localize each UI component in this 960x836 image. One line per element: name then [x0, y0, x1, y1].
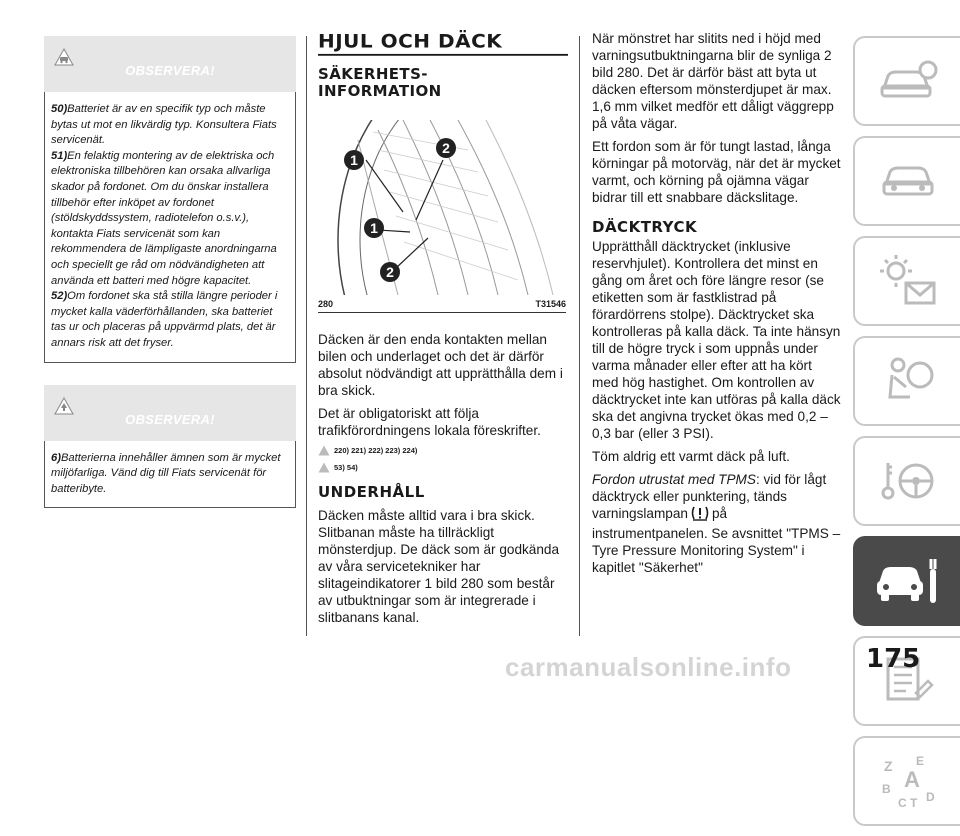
tpms-warning-light-icon — [690, 505, 710, 525]
callout-label: 2 — [442, 140, 450, 156]
notice-text: En felaktig montering av de elektriska och elektroniska tillbehören kan orsaka allvarliga skador på fordonet. Om du önskar installera tillbehör efter inköpet av fordonet (stöldskyddssystem, radiotelefon o.s.v.), kontakta Fiats servicenät som kan rekommendera de lämpligaste anordningarna och speciellt ge råd om nödvändigheten att använda ett batteri med högre kapacitet. — [51, 149, 277, 287]
tyre-tread-illustration — [318, 120, 558, 295]
tab-car-info[interactable] — [853, 36, 960, 126]
notice-body — [44, 92, 296, 363]
paragraph: När mönstret har slitits ned i höjd med varningsutbuktningarna blir de synliga 2 bild 280. Det är därför bäst att byta ut däcken eftersom mönsterdjupet är max. 1,6 mm vilket medför ett dåligt väggrepp på våta vägar. — [592, 31, 834, 131]
tyres-column — [318, 30, 568, 626]
car-warning-icon — [54, 48, 74, 66]
notice-ref: 52) — [51, 290, 68, 303]
alphabetical-index-icon — [876, 751, 940, 811]
notice-text: Batterierna innehåller ämnen som är mycket miljöfarliga. Vänd dig till Fiats servicenät för batteribyte. — [51, 451, 281, 495]
tyre-pressure-column — [592, 30, 842, 576]
column-divider — [579, 36, 580, 636]
body-text — [318, 331, 568, 439]
car-wrench-icon — [873, 553, 943, 609]
tyre-figure — [318, 120, 558, 295]
svg-text:D: D — [925, 790, 935, 804]
body-text — [592, 238, 842, 576]
tab-index[interactable] — [853, 736, 960, 826]
environment-references — [318, 462, 568, 473]
svg-text:B: B — [881, 782, 891, 796]
body-text — [592, 30, 842, 206]
italic-term: Fordon utrustat med TPMS — [592, 472, 756, 487]
warning-reference-text: 220) 221) 222) 223) 224) — [334, 446, 418, 455]
paragraph: Däcken är den enda kontakten mellan bilen och underlaget och det är därför absolut nödvändigt att upprätthålla dem i bra skick. — [318, 332, 563, 398]
notice-ref: 50) — [51, 103, 68, 115]
body-text — [318, 507, 568, 626]
notice-title: OBSERVERA! — [125, 411, 215, 427]
svg-text:T: T — [909, 796, 917, 810]
callout-label: 1 — [350, 152, 358, 168]
column-divider — [306, 36, 307, 636]
notice-item — [51, 451, 289, 498]
section-heading-line: SÄKERHETS- — [318, 65, 428, 83]
notice-body — [44, 441, 296, 509]
paragraph: Det är obligatoriskt att följa trafikförordningens lokala föreskrifter. — [318, 406, 541, 438]
paragraph: Däcken måste alltid vara i bra skick. Slitbanan måste ha tillräckligt mönsterdjup. De däck som är godkända av våra servicetekniker har slitageindikatorer 1 bild 280 som består av utbuktningar som är integrerade i slitbanans kanal. — [318, 508, 560, 625]
notice-item — [51, 149, 289, 289]
paragraph: Töm aldrig ett varmt däck på luft. — [592, 449, 790, 464]
notice-text: Om fordonet ska stå stilla längre perioder i mycket kalla väderförhållanden, ska batteriet tas ur och placeras på uppvärmd plats, det är annars risk att det fryser. — [51, 290, 278, 349]
paragraph — [592, 471, 842, 576]
paragraph: Upprätthåll däcktrycket (inklusive reservhjulet). Kontrollera det minst en gång om året och före längre resor (se etiketten som är fastklistrad på förardörrens stolpe). Däcktrycket ska kontrolleras på kalla däck. Ta inte hänsyn till de högre tryck i som uppnås under varma månader eller efter att ha kört med hög hastighet. Om kontrollen av däcktrycket inte kan utföras på kalla däck ska det angivna trycket ökas med 0,2 – 0,3 bar (eller 3 PSI). — [592, 239, 841, 441]
key-steering-wheel-icon — [876, 453, 940, 509]
notice-header — [44, 36, 296, 92]
notices-column — [44, 36, 296, 508]
svg-text:E: E — [915, 754, 924, 768]
section-heading — [318, 66, 568, 100]
notice-item — [51, 289, 289, 351]
page-number: 175 — [866, 644, 921, 674]
notice-ref: 6) — [51, 451, 61, 464]
warning-triangle-icon — [318, 445, 330, 456]
section-heading-line: INFORMATION — [318, 82, 442, 100]
chapter-tabs — [853, 36, 960, 836]
warning-references — [318, 445, 568, 456]
watermark: carmanualsonline.info — [505, 652, 792, 682]
chapter-heading: HJUL OCH DÄCK — [318, 30, 568, 56]
notice-title: OBSERVERA! — [125, 63, 215, 78]
section-heading: DÄCKTRYCK — [592, 218, 698, 236]
environment-triangle-icon — [318, 462, 330, 473]
section-heading: UNDERHÅLL — [318, 483, 425, 501]
paragraph: Ett fordon som är för tungt lastad, långa körningar på motorväg, när det är mycket varmt, och körning på ojämna vägar bidrar till ett snabbare däckslitage. — [592, 139, 841, 205]
car-dashboard-icon — [876, 156, 940, 206]
paragraph-text: : vid för lågt däcktryck eller punktering, tänds varningslampan — [592, 472, 827, 521]
svg-text:A: A — [903, 767, 920, 792]
notice-ref: 51) — [51, 149, 68, 162]
callout-label: 1 — [370, 220, 378, 236]
airbag-seat-icon — [876, 353, 940, 409]
svg-text:Z: Z — [883, 758, 893, 774]
figure-number: 280 — [318, 299, 334, 309]
environment-reference-text: 53) 54) — [334, 463, 358, 472]
notice-header — [44, 385, 296, 441]
lights-message-icon — [876, 253, 940, 309]
tab-lights[interactable] — [853, 236, 960, 326]
tab-dashboard[interactable] — [853, 136, 960, 226]
notice-text: Batteriet är av en specifik typ och måste bytas ut mot en likvärdig typ. Konsultera Fiats servicenät. — [51, 103, 277, 147]
tab-safety[interactable] — [853, 336, 960, 426]
tab-service-maintenance[interactable] — [853, 536, 960, 626]
svg-text:C: C — [897, 796, 907, 810]
tree-environment-icon — [54, 397, 74, 415]
paragraph-text: på instrumentpanelen. Se avsnittet "TPMS – Tyre Pressure Monitoring System" i kapitlet "Säkerhet" — [592, 506, 841, 575]
car-info-icon — [876, 56, 940, 106]
figure-caption — [318, 299, 566, 313]
notice-item — [51, 102, 289, 149]
callout-label: 2 — [386, 264, 394, 280]
figure-code: T31546 — [535, 299, 566, 309]
tab-start-drive[interactable] — [853, 436, 960, 526]
